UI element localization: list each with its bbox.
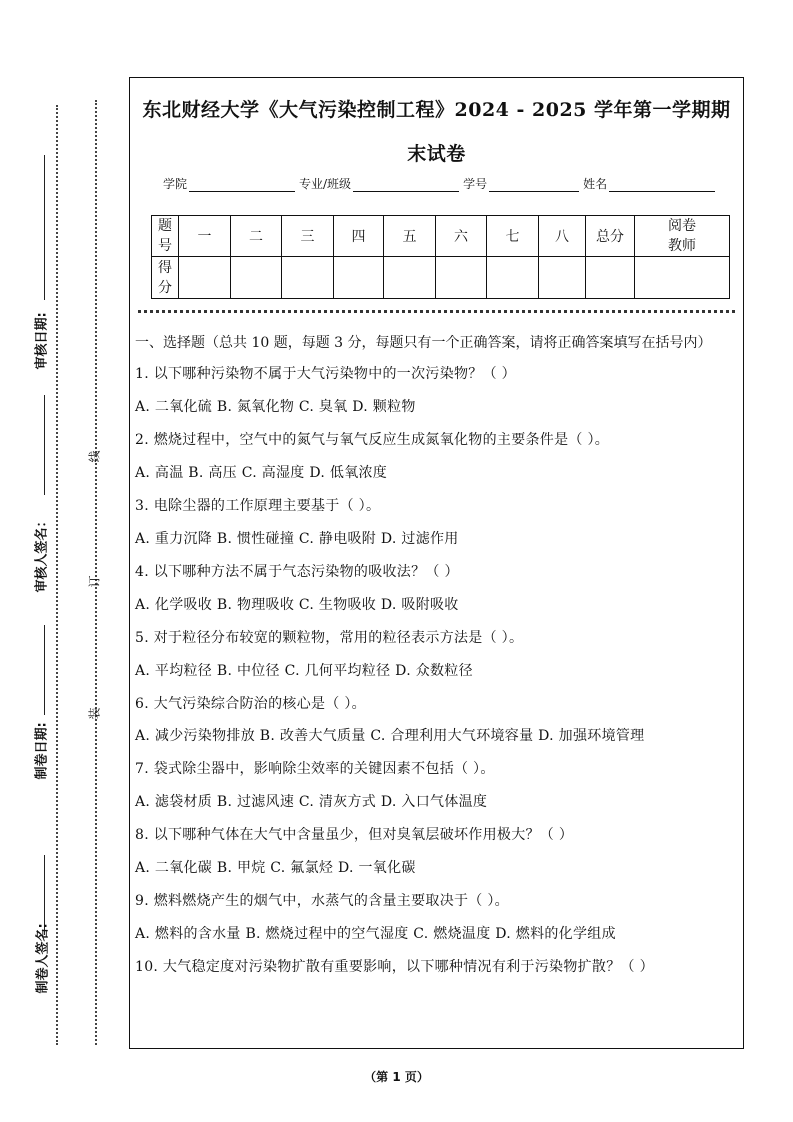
major-class-field[interactable] (353, 180, 459, 192)
question-2-options: A. 高温 B. 高压 C. 高湿度 D. 低氧浓度 (135, 465, 388, 481)
question-number-header: 题 号 (152, 216, 179, 257)
binding-dotted-line (95, 100, 97, 1045)
reviewer-signature-line (44, 395, 45, 495)
exam-frame (129, 77, 744, 1049)
score-cell[interactable] (436, 257, 487, 299)
maker-signature-label: 制卷人签名: (35, 923, 51, 994)
question-6: 6. 大气污染综合防治的核心是（ ）。 (135, 696, 366, 712)
score-row-header: 得 分 (152, 257, 179, 299)
question-1: 1. 以下哪种污染物不属于大气污染物中的一次污染物？（ ） (135, 366, 516, 382)
exam-title (130, 88, 743, 176)
question-3: 3. 电除尘器的工作原理主要基于（ ）。 (135, 498, 381, 514)
section-multiple-choice (135, 333, 739, 990)
bind-attach-char: 装 (87, 707, 102, 720)
question-4-options: A. 化学吸收 B. 物理吸收 C. 生物吸收 D. 吸附吸收 (135, 597, 459, 613)
score-table (151, 215, 730, 299)
col-header: 七 (487, 216, 539, 257)
score-cell[interactable] (539, 257, 586, 299)
make-date-line (44, 625, 45, 715)
col-header: 一 (179, 216, 231, 257)
col-header: 五 (384, 216, 436, 257)
question-1-options: A. 二氧化硫 B. 氮氧化物 C. 臭氧 D. 颗粒物 (135, 399, 416, 415)
question-9: 9. 燃料燃烧产生的烟气中，水蒸气的含量主要取决于（ ）。 (135, 893, 509, 909)
binding-margin (0, 0, 125, 1122)
exam-title-line2: 末试卷 (407, 143, 466, 165)
question-2: 2. 燃烧过程中，空气中的氮气与氧气反应生成氮氧化物的主要条件是（ ）。 (135, 432, 610, 448)
college-label: 学院 (163, 177, 188, 191)
exam-title-line1: 东北财经大学《大气污染控制工程》2024 - 2025 学年第一学期期 (142, 99, 731, 121)
col-header: 总分 (586, 216, 635, 257)
score-cell[interactable] (487, 257, 539, 299)
question-6-options: A. 减少污染物排放 B. 改善大气质量 C. 合理利用大气环境容量 D. 加强环境管理 (135, 728, 645, 744)
score-cell[interactable] (334, 257, 384, 299)
review-date-label: 审核日期: (34, 312, 50, 370)
left-dotted-line (56, 105, 58, 1045)
col-header: 二 (231, 216, 282, 257)
question-3-options: A. 重力沉降 B. 惯性碰撞 C. 静电吸附 D. 过滤作用 (135, 531, 459, 547)
bind-line-char: 线 (87, 450, 102, 463)
major-class-label: 专业/班级 (299, 177, 352, 191)
col-header: 三 (282, 216, 334, 257)
question-7: 7. 袋式除尘器中，影响除尘效率的关键因素不包括（ ）。 (135, 761, 495, 777)
page-number: （第 1 页） (364, 1070, 429, 1084)
name-field[interactable] (609, 180, 715, 192)
score-cell[interactable] (179, 257, 231, 299)
review-date-line (44, 155, 45, 300)
bind-order-char: 订 (87, 575, 102, 588)
make-date-label: 制卷日期: (34, 722, 50, 780)
col-header: 六 (436, 216, 487, 257)
section-heading: 一、选择题（总共 10 题，每题 3 分，每题只有一个正确答案，请将正确答案填写在括号内） (135, 335, 712, 351)
score-cell[interactable] (231, 257, 282, 299)
question-8: 8. 以下哪种气体在大气中含量虽少，但对臭氧层破坏作用极大？（ ） (135, 827, 574, 843)
question-9-options: A. 燃料的含水量 B. 燃烧过程中的空气湿度 C. 燃烧温度 D. 燃料的化学组成 (135, 926, 616, 942)
score-cell[interactable] (282, 257, 334, 299)
dotted-separator (138, 310, 735, 313)
score-cell[interactable] (384, 257, 436, 299)
question-4: 4. 以下哪种方法不属于气态污染物的吸收法？（ ） (135, 564, 459, 580)
name-label: 姓名 (583, 177, 608, 191)
score-cell[interactable] (586, 257, 635, 299)
reviewer-signature-label: 审核人签名： (34, 514, 50, 593)
col-header: 四 (334, 216, 384, 257)
question-10: 10. 大气稳定度对污染物扩散有重要影响，以下哪种情况有利于污染物扩散？（ ） (135, 959, 654, 975)
student-id-label: 学号 (463, 177, 488, 191)
college-field[interactable] (189, 180, 295, 192)
grader-cell[interactable] (635, 257, 730, 299)
student-info-row (163, 175, 719, 192)
col-header: 八 (539, 216, 586, 257)
student-id-field[interactable] (489, 180, 579, 192)
question-8-options: A. 二氧化碳 B. 甲烷 C. 氟氯烃 D. 一氧化碳 (135, 860, 416, 876)
grader-header: 阅卷 教师 (635, 216, 730, 257)
question-5: 5. 对于粒径分布较宽的颗粒物，常用的粒径表示方法是（ ）。 (135, 630, 524, 646)
question-7-options: A. 滤袋材质 B. 过滤风速 C. 清灰方式 D. 入口气体温度 (135, 794, 488, 810)
question-5-options: A. 平均粒径 B. 中位径 C. 几何平均粒径 D. 众数粒径 (135, 663, 473, 679)
